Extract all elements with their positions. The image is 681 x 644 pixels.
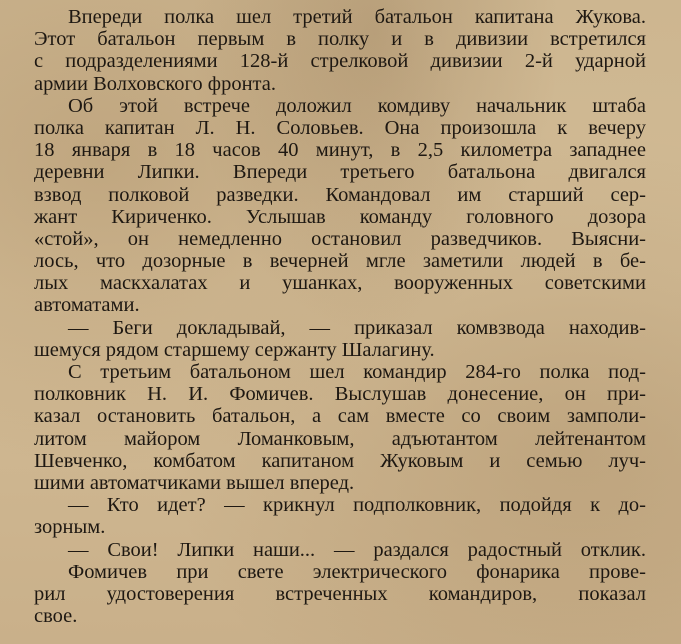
text-line: автоматами. [34, 294, 140, 317]
text-line: — Беги докладывай, — приказал комвзвода находив- [68, 316, 646, 339]
text-line: шими автоматчиками вышел вперед. [34, 471, 355, 494]
text-line: Впереди полка шел третий батальон капитана Жукова. [68, 6, 646, 28]
text-line: лых маскхалатах и ушанках, вооруженных советскими [34, 272, 646, 295]
text-line: с подразделениями 128-й стрелковой дивизии 2-й ударной [34, 50, 646, 73]
text-line: зорным. [34, 516, 106, 539]
text-line: шемуся рядом старшему сержанту Шалагину. [34, 338, 435, 361]
text-line: взвод полковой разведки. Командовал им старший сер- [34, 183, 646, 206]
text-line: свое. [34, 605, 78, 628]
text-line: — Кто идет? — крикнул подполковник, подойдя к до- [68, 494, 646, 517]
text-line: жант Кириченко. Услышав команду головного дозора [34, 205, 646, 228]
text-line: Этот батальон первым в полку и в дивизии встретился [34, 28, 646, 51]
text-line: рил удостоверения встреченных командиров, показал [34, 582, 646, 605]
text-line: Шевченко, комбатом капитаном Жуковым и семью луч- [34, 449, 646, 472]
text-line: «стой», он немедленно остановил разведчиков. Выясни- [34, 227, 646, 250]
text-line: — Свои! Липки наши... — раздался радостный отклик. [68, 538, 646, 561]
text-line: армии Волховского фронта. [34, 72, 276, 95]
text-line: Об этой встрече доложил комдиву начальник штаба [68, 94, 646, 117]
page-text [34, 6, 646, 627]
text-line: литом майором Ломанковым, адъютантом лейтенантом [34, 427, 646, 450]
text-line: Фомичев при свете электрического фонарика прове- [68, 560, 646, 583]
text-line: полковник Н. И. Фомичев. Выслушав донесение, он при- [34, 383, 646, 406]
text-line: 18 января в 18 часов 40 минут, в 2,5 километра западнее [34, 139, 646, 162]
text-line: деревни Липки. Впереди третьего батальона двигался [34, 161, 646, 184]
text-line: казал остановить батальон, а сам вместе со своим замполи- [34, 405, 646, 428]
text-line: С третьим батальоном шел командир 284-го полка под- [68, 361, 646, 383]
text-line: лось, что дозорные в вечерней мгле заметили людей в бе- [34, 250, 646, 273]
text-line: полка капитан Л. Н. Соловьев. Она произошла к вечеру [34, 116, 646, 139]
